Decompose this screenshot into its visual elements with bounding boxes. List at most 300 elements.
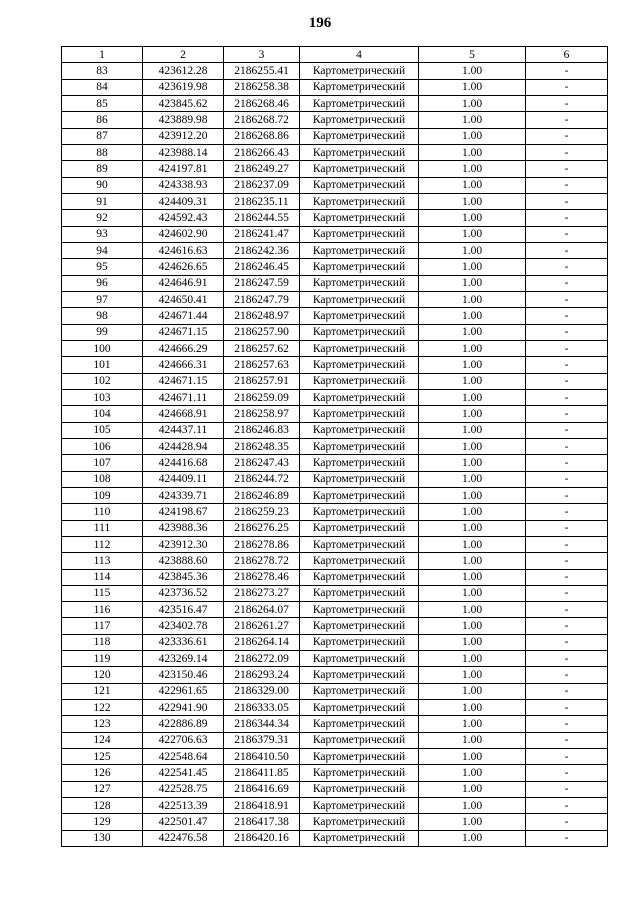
cell-note: - [526,79,608,95]
cell-coord-x: 424416.68 [143,455,224,471]
cell-method: Картометрический [300,716,419,732]
cell-coord-x: 423612.28 [143,63,224,79]
cell-point-number: 106 [62,438,143,454]
table-row [62,814,608,830]
cell-note: - [526,406,608,422]
cell-accuracy: 1.00 [419,651,526,667]
table-row [62,357,608,373]
cell-method: Картометрический [300,161,419,177]
cell-accuracy: 1.00 [419,161,526,177]
cell-accuracy: 1.00 [419,275,526,291]
table-row [62,716,608,732]
cell-accuracy: 1.00 [419,340,526,356]
cell-accuracy: 1.00 [419,357,526,373]
cell-method: Картометрический [300,340,419,356]
cell-accuracy: 1.00 [419,373,526,389]
header-col-1: 1 [62,47,143,63]
cell-point-number: 101 [62,357,143,373]
cell-point-number: 102 [62,373,143,389]
cell-method: Картометрический [300,553,419,569]
cell-point-number: 89 [62,161,143,177]
cell-point-number: 119 [62,651,143,667]
header-col-4: 4 [300,47,419,63]
cell-method: Картометрический [300,389,419,405]
cell-note: - [526,357,608,373]
cell-method: Картометрический [300,210,419,226]
cell-point-number: 120 [62,667,143,683]
cell-coord-x: 422886.89 [143,716,224,732]
cell-note: - [526,504,608,520]
cell-method: Картометрический [300,95,419,111]
cell-point-number: 86 [62,112,143,128]
cell-note: - [526,700,608,716]
cell-accuracy: 1.00 [419,389,526,405]
table-row [62,275,608,291]
cell-method: Картометрический [300,569,419,585]
cell-note: - [526,651,608,667]
cell-note: - [526,438,608,454]
cell-note: - [526,471,608,487]
cell-point-number: 99 [62,324,143,340]
cell-note: - [526,275,608,291]
cell-coord-x: 422501.47 [143,814,224,830]
cell-method: Картометрический [300,602,419,618]
cell-coord-x: 423888.60 [143,553,224,569]
cell-point-number: 105 [62,422,143,438]
cell-coord-x: 423336.61 [143,634,224,650]
cell-coord-x: 423402.78 [143,618,224,634]
cell-note: - [526,193,608,209]
cell-note: - [526,634,608,650]
cell-accuracy: 1.00 [419,716,526,732]
cell-method: Картометрический [300,487,419,503]
cell-point-number: 109 [62,487,143,503]
cell-point-number: 87 [62,128,143,144]
cell-point-number: 93 [62,226,143,242]
cell-coord-y: 2186268.86 [224,128,300,144]
cell-point-number: 83 [62,63,143,79]
cell-note: - [526,128,608,144]
cell-accuracy: 1.00 [419,700,526,716]
cell-method: Картометрический [300,651,419,667]
cell-note: - [526,226,608,242]
cell-coord-x: 422961.65 [143,683,224,699]
cell-note: - [526,536,608,552]
cell-coord-y: 2186417.38 [224,814,300,830]
header-col-3: 3 [224,47,300,63]
cell-method: Картометрический [300,177,419,193]
cell-coord-x: 424602.90 [143,226,224,242]
cell-accuracy: 1.00 [419,455,526,471]
cell-note: - [526,422,608,438]
cell-accuracy: 1.00 [419,487,526,503]
table-row [62,765,608,781]
cell-method: Картометрический [300,520,419,536]
cell-coord-x: 423912.30 [143,536,224,552]
cell-note: - [526,242,608,258]
cell-accuracy: 1.00 [419,798,526,814]
cell-accuracy: 1.00 [419,177,526,193]
cell-coord-y: 2186266.43 [224,144,300,160]
cell-note: - [526,732,608,748]
cell-method: Картометрический [300,732,419,748]
cell-method: Картометрический [300,798,419,814]
cell-accuracy: 1.00 [419,291,526,307]
cell-coord-y: 2186268.46 [224,95,300,111]
cell-method: Картометрический [300,536,419,552]
cell-coord-y: 2186264.14 [224,634,300,650]
cell-method: Картометрический [300,373,419,389]
cell-point-number: 126 [62,765,143,781]
cell-point-number: 96 [62,275,143,291]
cell-coord-y: 2186259.23 [224,504,300,520]
table-row [62,536,608,552]
table-row [62,553,608,569]
cell-note: - [526,487,608,503]
table-row [62,798,608,814]
cell-accuracy: 1.00 [419,536,526,552]
cell-accuracy: 1.00 [419,324,526,340]
cell-coord-y: 2186329.00 [224,683,300,699]
cell-accuracy: 1.00 [419,144,526,160]
cell-coord-x: 424197.81 [143,161,224,177]
cell-note: - [526,781,608,797]
cell-method: Картометрический [300,700,419,716]
cell-method: Картометрический [300,585,419,601]
cell-point-number: 117 [62,618,143,634]
cell-point-number: 97 [62,291,143,307]
cell-accuracy: 1.00 [419,765,526,781]
coordinates-table [61,46,608,847]
cell-method: Картометрический [300,357,419,373]
table-row [62,161,608,177]
cell-note: - [526,798,608,814]
cell-coord-y: 2186246.89 [224,487,300,503]
cell-point-number: 100 [62,340,143,356]
cell-accuracy: 1.00 [419,618,526,634]
cell-point-number: 115 [62,585,143,601]
cell-note: - [526,340,608,356]
cell-coord-x: 422513.39 [143,798,224,814]
cell-accuracy: 1.00 [419,210,526,226]
table-row [62,732,608,748]
cell-coord-x: 424428.94 [143,438,224,454]
cell-accuracy: 1.00 [419,683,526,699]
cell-accuracy: 1.00 [419,814,526,830]
table-row [62,471,608,487]
cell-coord-y: 2186237.09 [224,177,300,193]
cell-coord-y: 2186247.79 [224,291,300,307]
cell-coord-x: 424668.91 [143,406,224,422]
cell-accuracy: 1.00 [419,504,526,520]
cell-point-number: 92 [62,210,143,226]
cell-coord-y: 2186344.34 [224,716,300,732]
cell-point-number: 103 [62,389,143,405]
table-row [62,487,608,503]
cell-method: Картометрический [300,471,419,487]
cell-point-number: 116 [62,602,143,618]
table-row [62,602,608,618]
cell-note: - [526,569,608,585]
cell-method: Картометрический [300,226,419,242]
page-number: 196 [308,15,332,31]
cell-coord-x: 424626.65 [143,259,224,275]
cell-coord-y: 2186379.31 [224,732,300,748]
cell-coord-y: 2186272.09 [224,651,300,667]
table-row [62,749,608,765]
table-row [62,210,608,226]
cell-coord-y: 2186257.63 [224,357,300,373]
cell-note: - [526,618,608,634]
table-row [62,700,608,716]
cell-coord-y: 2186293.24 [224,667,300,683]
cell-point-number: 84 [62,79,143,95]
cell-method: Картометрический [300,324,419,340]
cell-coord-x: 423988.36 [143,520,224,536]
header-col-2: 2 [143,47,224,63]
cell-method: Картометрический [300,814,419,830]
cell-accuracy: 1.00 [419,79,526,95]
table-row [62,651,608,667]
cell-coord-x: 424198.67 [143,504,224,520]
cell-coord-x: 422541.45 [143,765,224,781]
cell-coord-x: 423912.20 [143,128,224,144]
cell-coord-x: 424671.15 [143,324,224,340]
cell-coord-x: 424437.11 [143,422,224,438]
cell-point-number: 125 [62,749,143,765]
table-row [62,683,608,699]
cell-accuracy: 1.00 [419,193,526,209]
cell-point-number: 108 [62,471,143,487]
cell-point-number: 107 [62,455,143,471]
table-row [62,242,608,258]
table-header [62,47,608,63]
table-row [62,504,608,520]
cell-accuracy: 1.00 [419,112,526,128]
cell-method: Картометрический [300,291,419,307]
cell-method: Картометрический [300,63,419,79]
cell-accuracy: 1.00 [419,585,526,601]
cell-coord-y: 2186276.25 [224,520,300,536]
table-row [62,340,608,356]
cell-point-number: 91 [62,193,143,209]
cell-coord-y: 2186278.86 [224,536,300,552]
cell-point-number: 94 [62,242,143,258]
cell-coord-x: 423845.36 [143,569,224,585]
cell-coord-y: 2186246.83 [224,422,300,438]
cell-coord-y: 2186242.36 [224,242,300,258]
cell-method: Картометрический [300,242,419,258]
table-row [62,324,608,340]
table-row [62,406,608,422]
cell-coord-y: 2186257.90 [224,324,300,340]
header-col-5: 5 [419,47,526,63]
cell-coord-y: 2186249.27 [224,161,300,177]
table-row [62,226,608,242]
cell-point-number: 98 [62,308,143,324]
cell-method: Картометрический [300,144,419,160]
cell-point-number: 110 [62,504,143,520]
table-row [62,308,608,324]
table-row [62,438,608,454]
cell-method: Картометрический [300,830,419,846]
table-row [62,291,608,307]
table-row [62,373,608,389]
cell-coord-y: 2186418.91 [224,798,300,814]
table-row [62,634,608,650]
cell-coord-x: 423619.98 [143,79,224,95]
cell-coord-y: 2186264.07 [224,602,300,618]
cell-coord-y: 2186257.62 [224,340,300,356]
cell-coord-x: 422706.63 [143,732,224,748]
cell-coord-y: 2186278.46 [224,569,300,585]
cell-point-number: 123 [62,716,143,732]
cell-coord-y: 2186248.97 [224,308,300,324]
cell-method: Картометрический [300,406,419,422]
table-row [62,781,608,797]
cell-point-number: 130 [62,830,143,846]
cell-method: Картометрический [300,618,419,634]
cell-note: - [526,210,608,226]
cell-method: Картометрический [300,79,419,95]
cell-note: - [526,63,608,79]
cell-accuracy: 1.00 [419,242,526,258]
cell-accuracy: 1.00 [419,226,526,242]
cell-point-number: 118 [62,634,143,650]
cell-note: - [526,765,608,781]
table-row [62,830,608,846]
header-col-6: 6 [526,47,608,63]
cell-point-number: 104 [62,406,143,422]
cell-coord-y: 2186420.16 [224,830,300,846]
table-row [62,95,608,111]
cell-point-number: 88 [62,144,143,160]
cell-note: - [526,324,608,340]
cell-coord-y: 2186411.85 [224,765,300,781]
cell-note: - [526,749,608,765]
cell-method: Картометрический [300,193,419,209]
cell-note: - [526,308,608,324]
cell-note: - [526,667,608,683]
cell-method: Картометрический [300,765,419,781]
table-row [62,585,608,601]
table-row [62,389,608,405]
table-row [62,144,608,160]
cell-accuracy: 1.00 [419,520,526,536]
cell-point-number: 122 [62,700,143,716]
cell-coord-y: 2186247.59 [224,275,300,291]
cell-note: - [526,161,608,177]
cell-coord-y: 2186268.72 [224,112,300,128]
cell-coord-x: 423269.14 [143,651,224,667]
cell-coord-y: 2186261.27 [224,618,300,634]
cell-coord-y: 2186235.11 [224,193,300,209]
table-body [62,63,608,847]
cell-point-number: 114 [62,569,143,585]
cell-accuracy: 1.00 [419,308,526,324]
cell-coord-x: 423845.62 [143,95,224,111]
table-row [62,455,608,471]
cell-coord-x: 424666.29 [143,340,224,356]
cell-method: Картометрический [300,438,419,454]
cell-method: Картометрический [300,275,419,291]
cell-coord-x: 424339.71 [143,487,224,503]
cell-coord-x: 423889.98 [143,112,224,128]
cell-method: Картометрический [300,259,419,275]
cell-point-number: 112 [62,536,143,552]
cell-note: - [526,830,608,846]
cell-accuracy: 1.00 [419,259,526,275]
cell-accuracy: 1.00 [419,422,526,438]
cell-coord-y: 2186244.55 [224,210,300,226]
cell-coord-x: 424671.15 [143,373,224,389]
cell-coord-y: 2186255.41 [224,63,300,79]
cell-accuracy: 1.00 [419,732,526,748]
cell-accuracy: 1.00 [419,553,526,569]
cell-method: Картометрический [300,455,419,471]
cell-note: - [526,520,608,536]
cell-method: Картометрический [300,308,419,324]
cell-coord-y: 2186244.72 [224,471,300,487]
cell-point-number: 95 [62,259,143,275]
cell-point-number: 90 [62,177,143,193]
cell-method: Картометрический [300,112,419,128]
cell-accuracy: 1.00 [419,471,526,487]
cell-note: - [526,814,608,830]
table-row [62,618,608,634]
cell-coord-y: 2186258.97 [224,406,300,422]
cell-method: Картометрический [300,683,419,699]
cell-coord-y: 2186248.35 [224,438,300,454]
cell-method: Картометрический [300,128,419,144]
cell-coord-y: 2186258.38 [224,79,300,95]
cell-note: - [526,389,608,405]
cell-point-number: 128 [62,798,143,814]
cell-coord-y: 2186333.05 [224,700,300,716]
header-row [62,47,608,63]
cell-method: Картометрический [300,749,419,765]
cell-method: Картометрический [300,667,419,683]
cell-coord-y: 2186273.27 [224,585,300,601]
cell-coord-x: 422476.58 [143,830,224,846]
cell-coord-y: 2186259.09 [224,389,300,405]
cell-note: - [526,95,608,111]
table-row [62,177,608,193]
cell-coord-y: 2186257.91 [224,373,300,389]
table-row [62,63,608,79]
table-row [62,422,608,438]
cell-coord-x: 422941.90 [143,700,224,716]
table-row [62,79,608,95]
cell-coord-y: 2186246.45 [224,259,300,275]
cell-coord-x: 424646.91 [143,275,224,291]
cell-point-number: 113 [62,553,143,569]
cell-coord-x: 423150.46 [143,667,224,683]
cell-accuracy: 1.00 [419,830,526,846]
cell-coord-x: 423516.47 [143,602,224,618]
cell-coord-x: 423988.14 [143,144,224,160]
cell-coord-x: 424592.43 [143,210,224,226]
cell-coord-x: 424666.31 [143,357,224,373]
cell-accuracy: 1.00 [419,749,526,765]
cell-coord-y: 2186410.50 [224,749,300,765]
cell-accuracy: 1.00 [419,634,526,650]
cell-coord-x: 424650.41 [143,291,224,307]
cell-coord-x: 423736.52 [143,585,224,601]
cell-point-number: 127 [62,781,143,797]
cell-method: Картометрический [300,422,419,438]
cell-method: Картометрический [300,504,419,520]
